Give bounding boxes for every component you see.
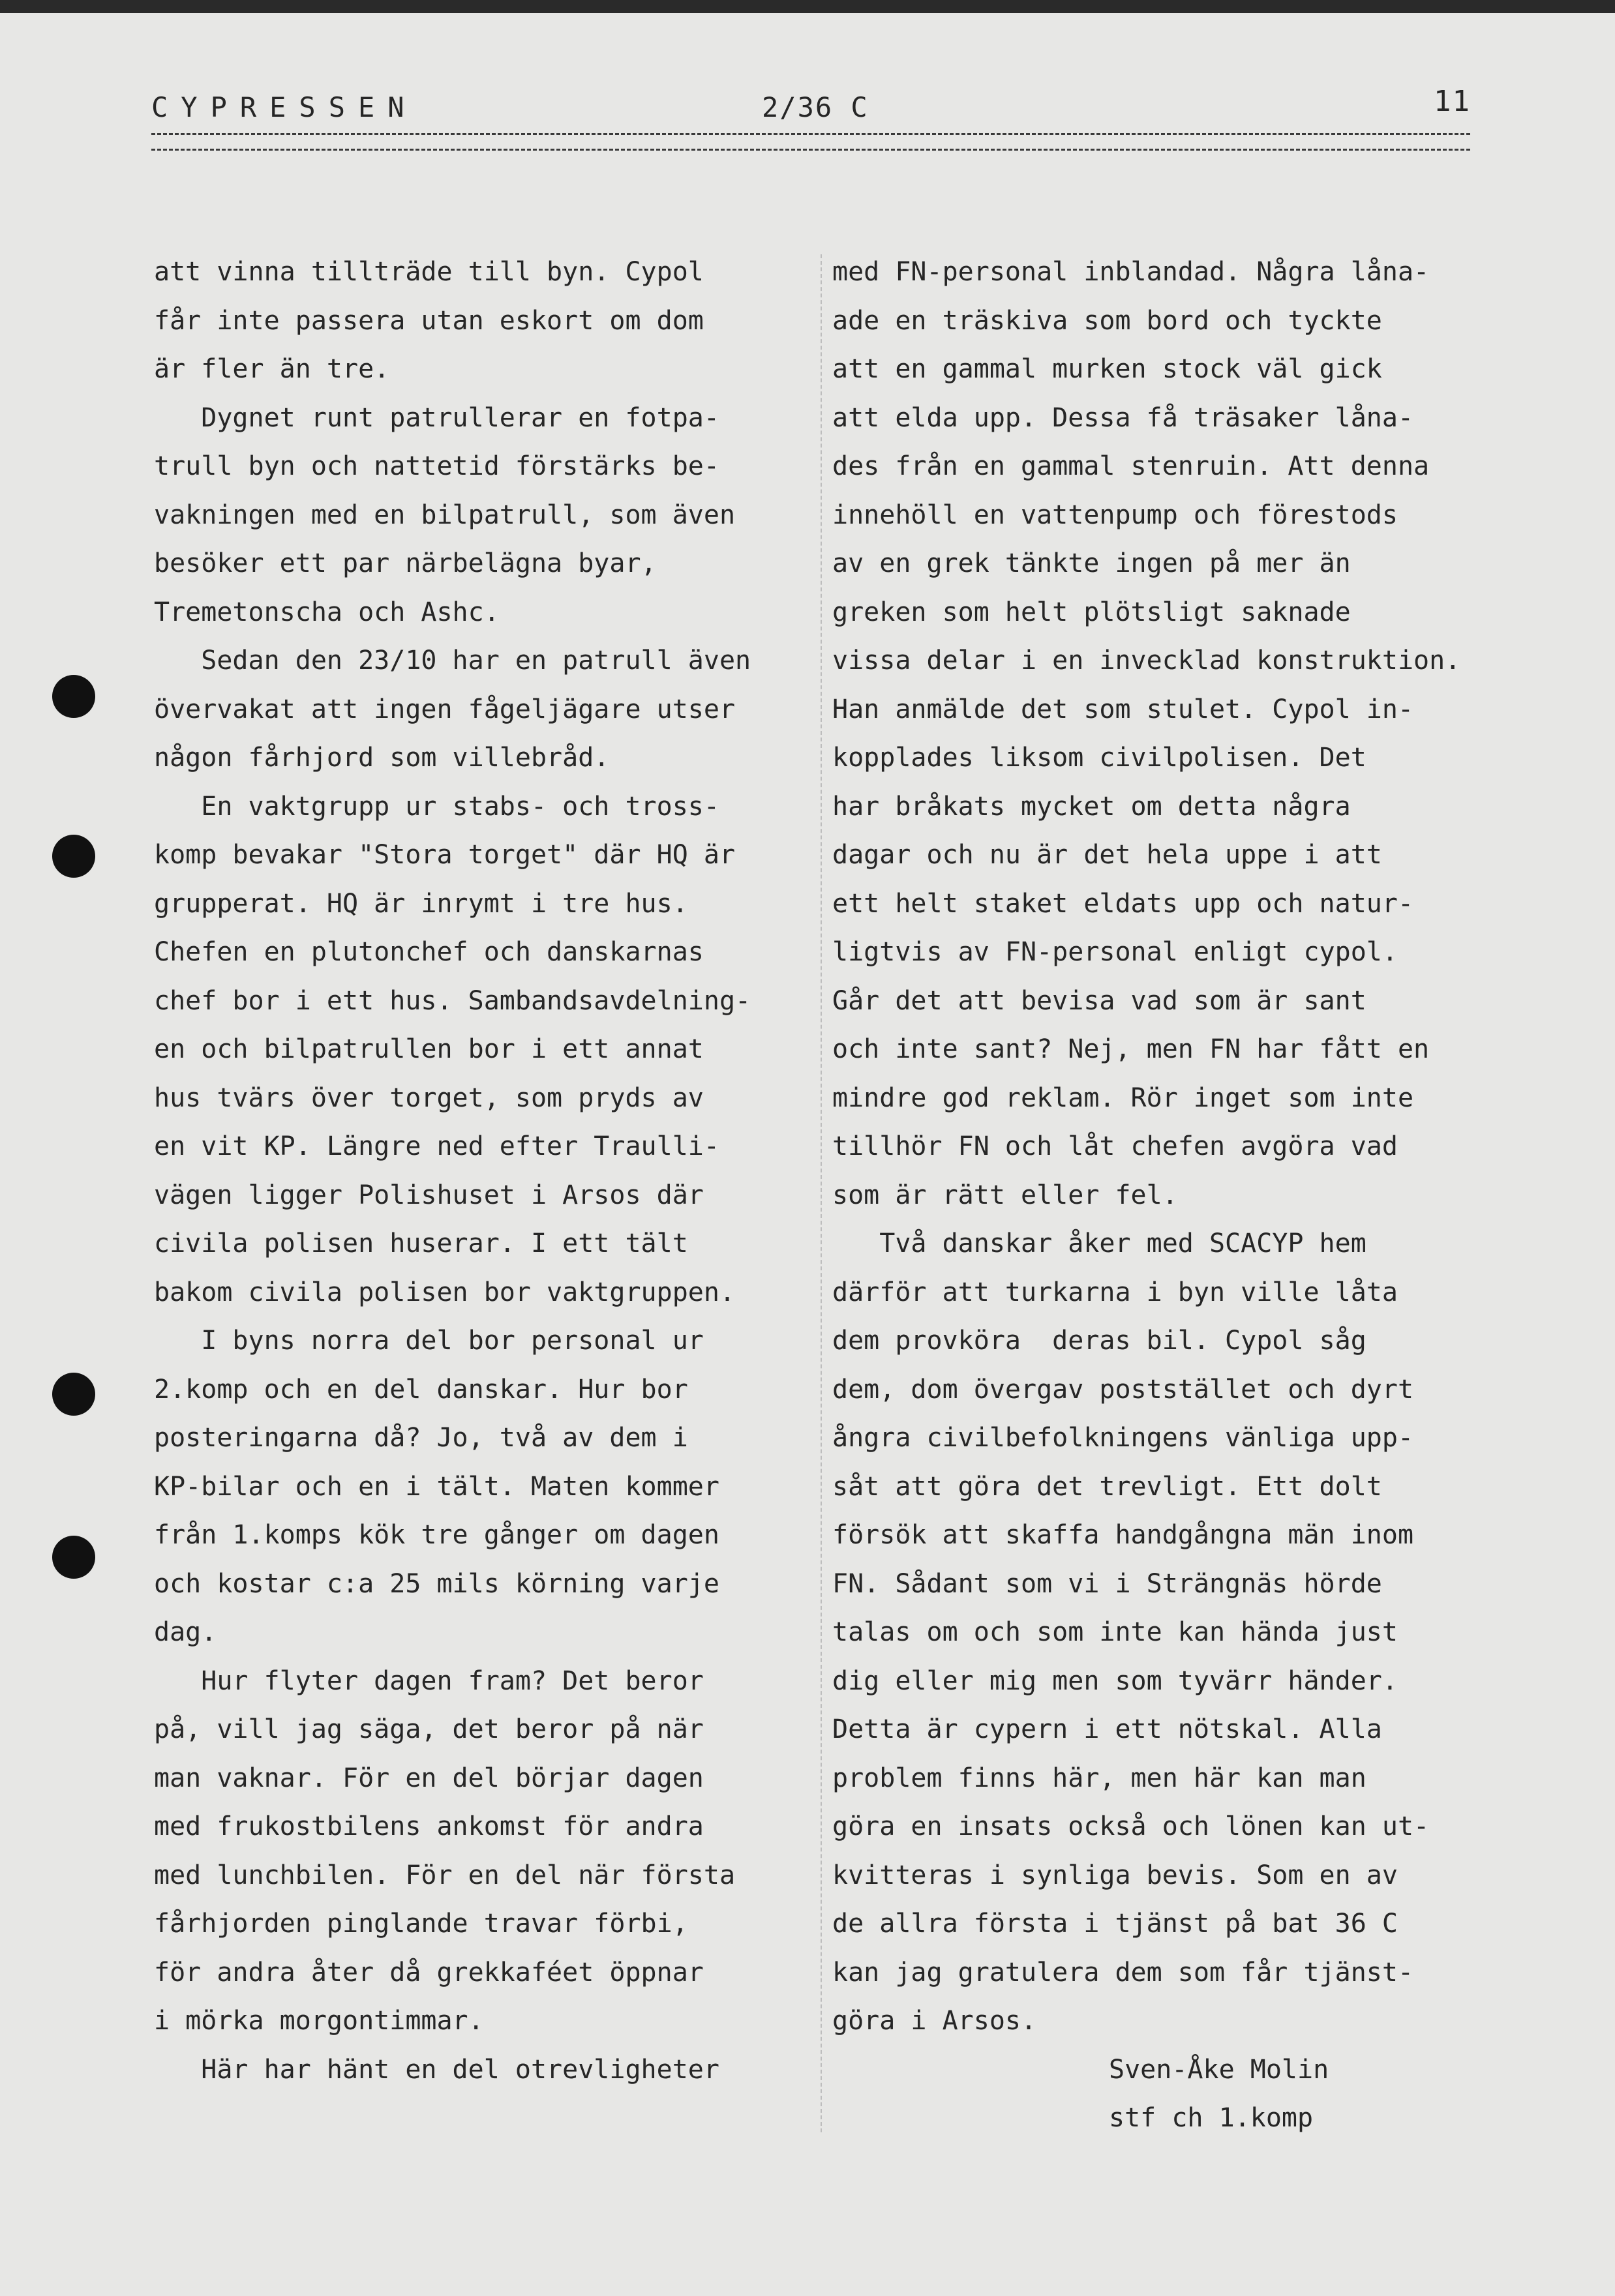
right-column: [832, 248, 1485, 2143]
text-line: man vaknar. För en del börjar dagen: [154, 1763, 704, 1793]
punch-hole: [52, 1373, 95, 1416]
text-line: och kostar c:a 25 mils körning varje: [154, 1568, 719, 1599]
text-line: hus tvärs över torget, som pryds av: [154, 1082, 704, 1113]
text-line: Går det att bevisa vad som är sant: [832, 985, 1366, 1016]
punch-hole: [52, 1536, 95, 1579]
text-line: besöker ett par närbelägna byar,: [154, 548, 657, 578]
header-rule-bottom: [151, 149, 1470, 151]
text-line: att en gammal murken stock väl gick: [832, 354, 1382, 384]
punch-hole: [52, 675, 95, 718]
page-number: 11: [1434, 85, 1471, 118]
text-line: chef bor i ett hus. Sambandsavdelning-: [154, 985, 751, 1016]
text-line: kvitteras i synliga bevis. Som en av: [832, 1860, 1398, 1890]
signature-unit: stf ch 1.komp: [1109, 2103, 1314, 2133]
text-line: dagar och nu är det hela uppe i att: [832, 840, 1382, 870]
text-line: för andra åter då grekkaféet öppnar: [154, 1957, 704, 1988]
text-line: någon fårhjord som villebråd.: [154, 743, 610, 773]
text-line: ade en träskiva som bord och tyckte: [832, 305, 1382, 336]
text-line: problem finns här, men här kan man: [832, 1763, 1366, 1793]
text-line: vissa delar i en invecklad konstruktion.: [832, 646, 1461, 676]
text-line: och inte sant? Nej, men FN har fått en: [832, 1034, 1430, 1064]
text-line: Chefen en plutonchef och danskarnas: [154, 937, 704, 967]
text-line: dem, dom övergav poststället och dyrt: [832, 1374, 1414, 1405]
text-line: är fler än tre.: [154, 354, 390, 384]
text-line: att vinna tillträde till byn. Cypol: [154, 257, 704, 287]
text-line: kan jag gratulera dem som får tjänst-: [832, 1957, 1414, 1988]
text-line: KP-bilar och en i tält. Maten kommer: [154, 1471, 719, 1502]
text-line: i mörka morgontimmar.: [154, 2006, 484, 2036]
text-line: des från en gammal stenruin. Att denna: [832, 451, 1430, 481]
text-line: ångra civilbefolkningens vänliga upp-: [832, 1423, 1414, 1453]
text-line: på, vill jag säga, det beror på när: [154, 1714, 704, 1744]
text-line: de allra första i tjänst på bat 36 C: [832, 1909, 1398, 1939]
text-line: har bråkats mycket om detta några: [832, 791, 1351, 822]
text-line: övervakat att ingen fågeljägare utser: [154, 694, 736, 724]
text-line: Tremetonscha och Ashc.: [154, 597, 500, 627]
text-line: från 1.komps kök tre gånger om dagen: [154, 1520, 719, 1550]
text-line: med FN-personal inblandad. Några låna-: [832, 257, 1430, 287]
text-line: 2.komp och en del danskar. Hur bor: [154, 1374, 688, 1405]
text-line: göra en insats också och lönen kan ut-: [832, 1811, 1430, 1841]
text-line: En vaktgrupp ur stabs- och tross-: [154, 791, 719, 822]
header-rule-top: [151, 133, 1470, 135]
text-line: mindre god reklam. Rör inget som inte: [832, 1082, 1414, 1113]
text-line: Två danskar åker med SCACYP hem: [832, 1229, 1366, 1259]
text-line: dig eller mig men som tyvärr händer.: [832, 1665, 1398, 1696]
newsletter-title: CYPRESSEN: [151, 91, 417, 123]
text-line: posteringarna då? Jo, två av dem i: [154, 1423, 688, 1453]
text-line: ligtvis av FN-personal enligt cypol.: [832, 937, 1398, 967]
text-line: Här har hänt en del otrevligheter: [154, 2054, 719, 2085]
column-divider: [821, 254, 822, 2132]
text-line: Han anmälde det som stulet. Cypol in-: [832, 694, 1414, 724]
text-line: med frukostbilens ankomst för andra: [154, 1811, 704, 1841]
text-line: därför att turkarna i byn ville låta: [832, 1277, 1398, 1307]
text-line: grupperat. HQ är inrymt i tre hus.: [154, 888, 688, 919]
text-line: vakningen med en bilpatrull, som även: [154, 499, 736, 530]
text-line: av en grek tänkte ingen på mer än: [832, 548, 1351, 578]
text-line: får inte passera utan eskort om dom: [154, 305, 704, 336]
text-line: civila polisen huserar. I ett tält: [154, 1229, 688, 1259]
text-line: FN. Sådant som vi i Strängnäs hörde: [832, 1568, 1382, 1599]
text-line: dag.: [154, 1617, 217, 1647]
text-line: trull byn och nattetid förstärks be-: [154, 451, 719, 481]
issue-number: 2/36 C: [762, 91, 869, 123]
text-line: I byns norra del bor personal ur: [154, 1326, 704, 1356]
text-line: dem provköra deras bil. Cypol såg: [832, 1326, 1366, 1356]
text-line: fårhjorden pinglande travar förbi,: [154, 1909, 688, 1939]
text-line: kopplades liksom civilpolisen. Det: [832, 743, 1366, 773]
punch-hole: [52, 835, 95, 878]
text-line: komp bevakar "Stora torget" där HQ är: [154, 840, 736, 870]
text-line: greken som helt plötsligt saknade: [832, 597, 1351, 627]
text-line: ett helt staket eldats upp och natur-: [832, 888, 1414, 919]
signature-name: Sven-Åke Molin: [1109, 2054, 1329, 2085]
text-line: Hur flyter dagen fram? Det beror: [154, 1665, 704, 1696]
text-line: en vit KP. Längre ned efter Traulli-: [154, 1131, 719, 1161]
text-line: en och bilpatrullen bor i ett annat: [154, 1034, 704, 1064]
text-line: Sedan den 23/10 har en patrull även: [154, 646, 751, 676]
text-line: innehöll en vattenpump och förestods: [832, 499, 1398, 530]
text-line: talas om och som inte kan hända just: [832, 1617, 1398, 1647]
text-line: såt att göra det trevligt. Ett dolt: [832, 1471, 1382, 1502]
scan-top-edge: [0, 0, 1615, 13]
text-line: försök att skaffa handgångna män inom: [832, 1520, 1414, 1550]
text-line: tillhör FN och låt chefen avgöra vad: [832, 1131, 1398, 1161]
left-column: [154, 248, 806, 2094]
text-line: Dygnet runt patrullerar en fotpa-: [154, 402, 719, 433]
text-line: med lunchbilen. För en del när första: [154, 1860, 736, 1890]
text-line: göra i Arsos.: [832, 2006, 1037, 2036]
text-line: bakom civila polisen bor vaktgruppen.: [154, 1277, 736, 1307]
text-line: att elda upp. Dessa få träsaker låna-: [832, 402, 1414, 433]
text-line: Detta är cypern i ett nötskal. Alla: [832, 1714, 1382, 1744]
text-line: som är rätt eller fel.: [832, 1180, 1178, 1210]
text-line: vägen ligger Polishuset i Arsos där: [154, 1180, 704, 1210]
